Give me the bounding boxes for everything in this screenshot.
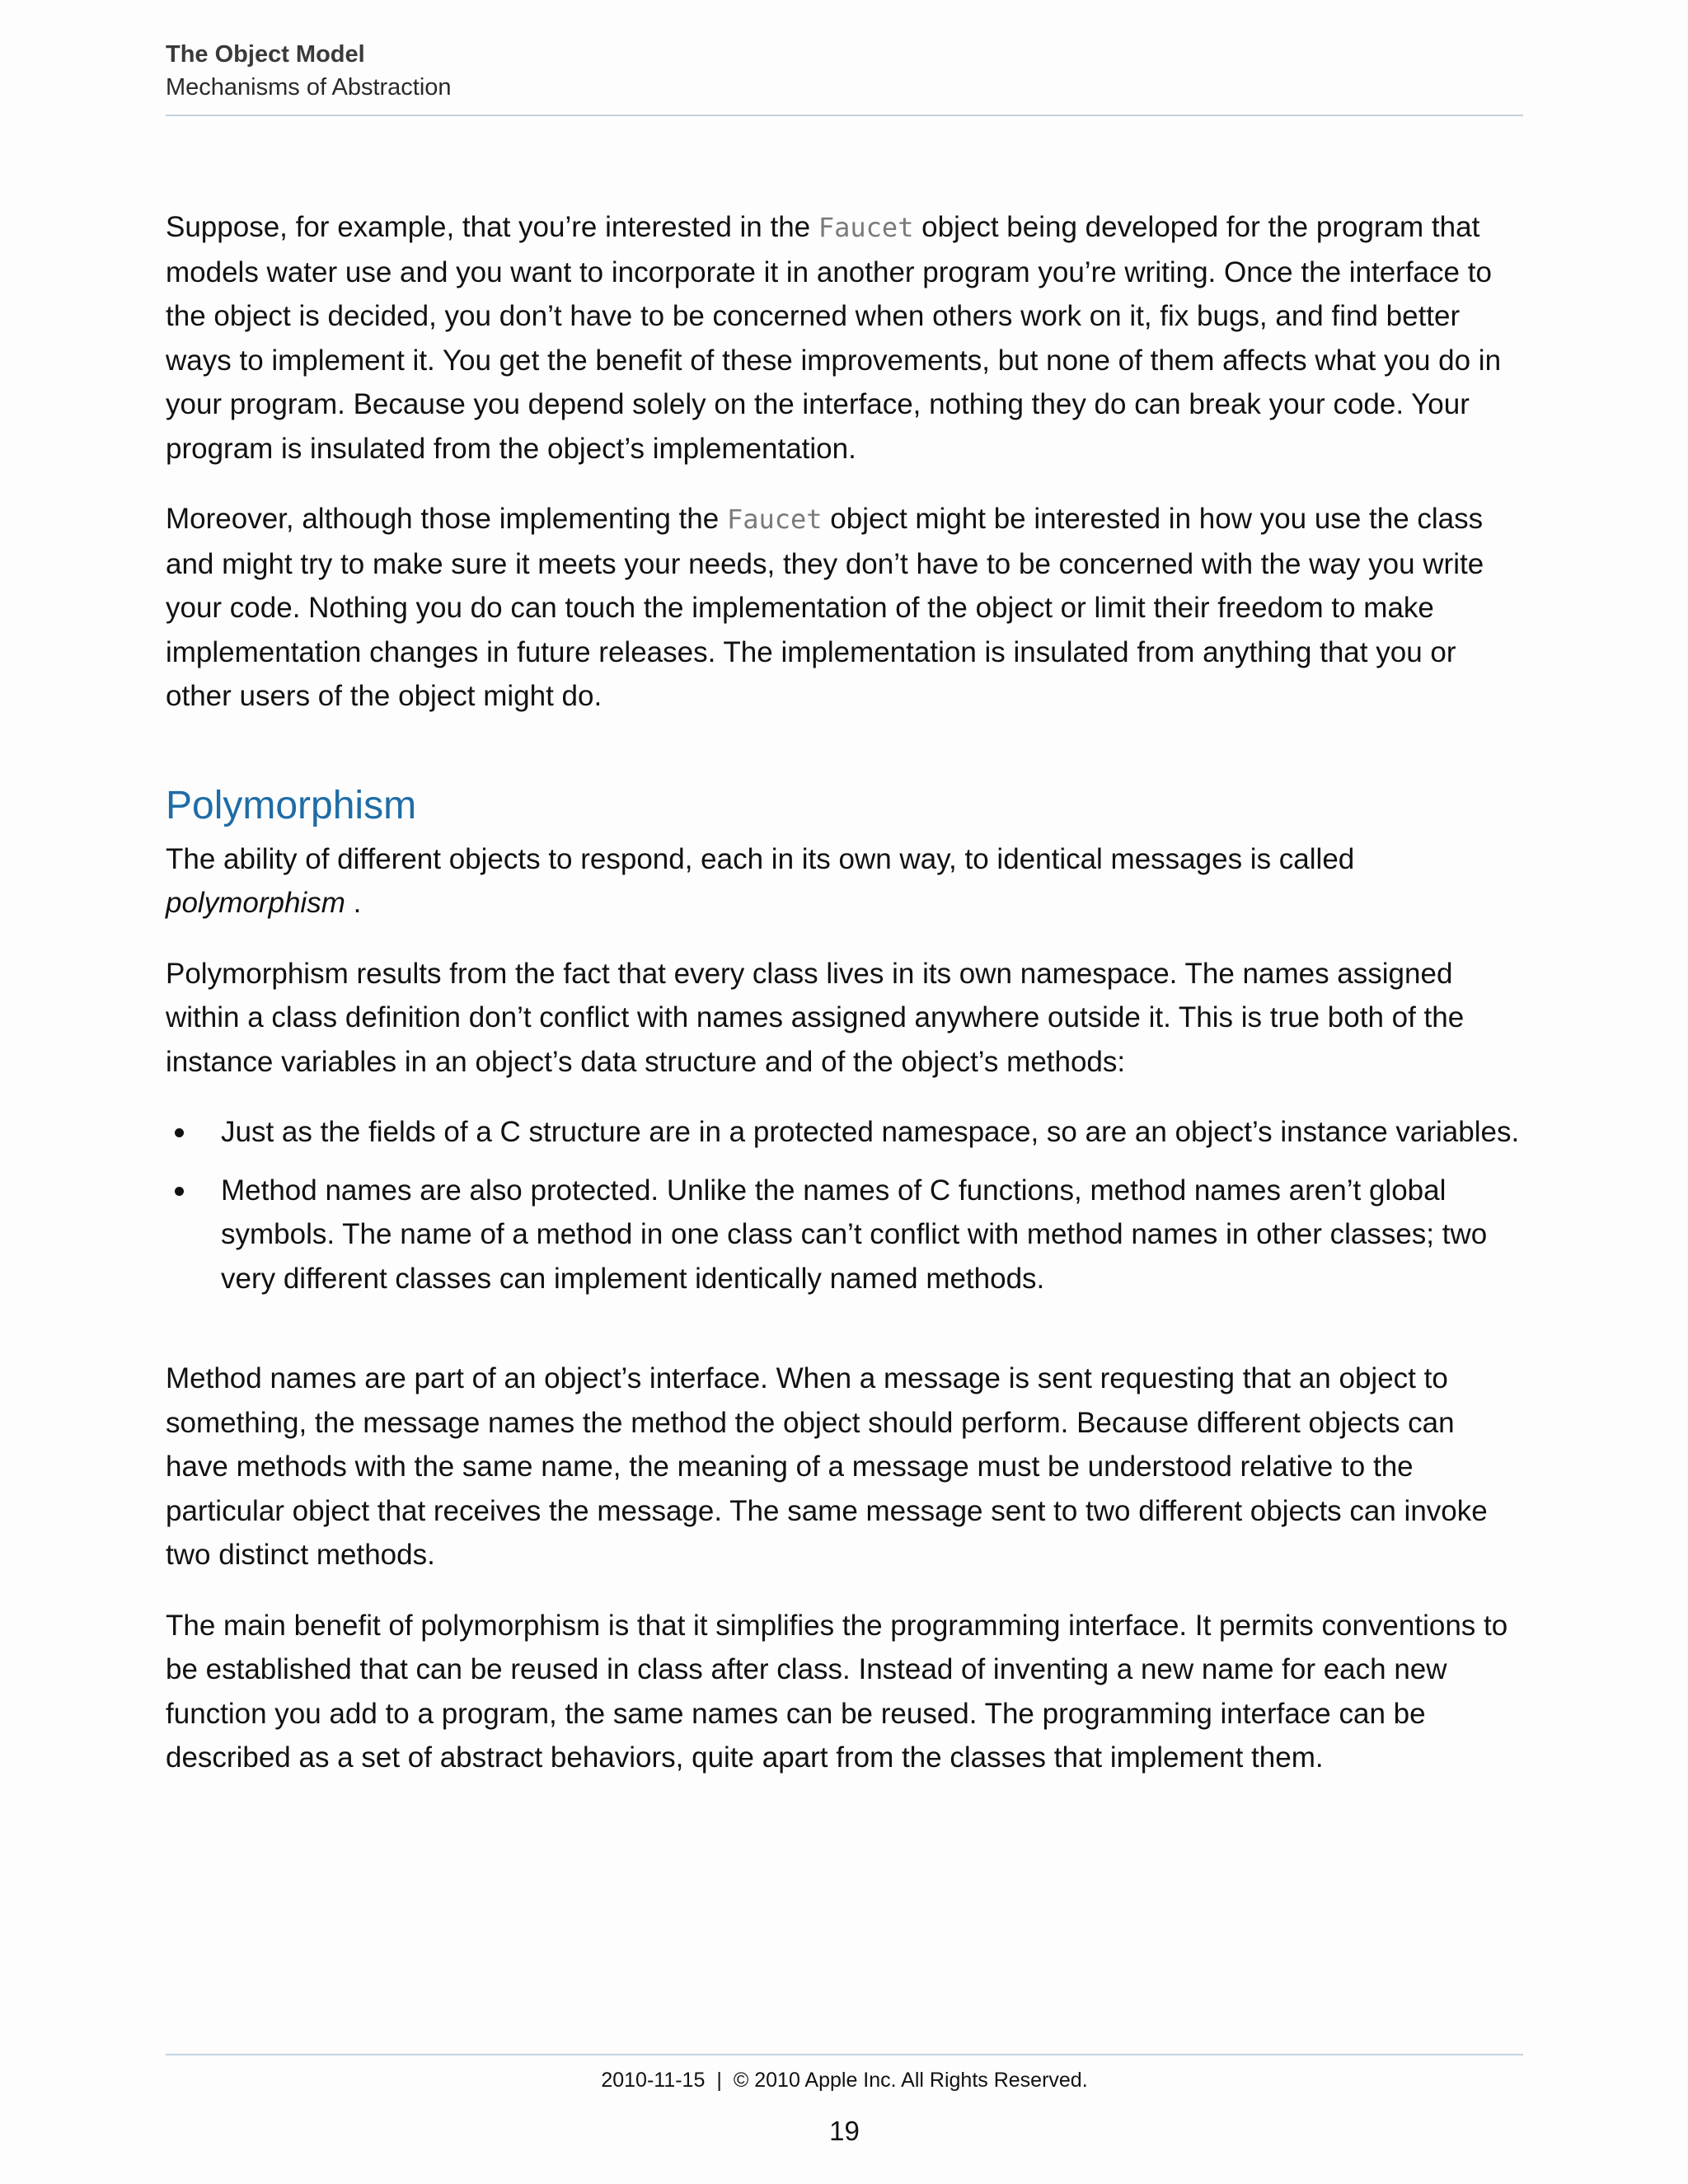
footer-date: 2010-11-15 [601,2069,706,2092]
bullet-icon [175,1128,184,1137]
paragraph-faucet-implementation [166,497,1523,719]
paragraph-faucet-interface [166,205,1523,471]
paragraph-text: The ability of different objects to respond, each in its own way, to identical messages is called [166,842,1355,875]
footer-separator: | [716,2069,722,2092]
footer-copyright: © 2010 Apple Inc. All Rights Reserved. [733,2069,1088,2092]
footer-divider [166,2054,1523,2055]
bullet-icon [175,1187,184,1196]
term-polymorphism: polymorphism [166,887,345,919]
paragraph-polymorphism-definition [166,837,1523,926]
bullet-item [166,1110,1523,1155]
section-title: Mechanisms of Abstraction [166,74,452,101]
page-header [166,38,1523,104]
header-divider [166,115,1523,116]
paragraph-text: Moreover, although those implementing the [166,503,727,535]
polymorphism-heading: Polymorphism [166,783,417,827]
paragraph-text: object being developed for the program that models water use and you want to incorporate it in another program you’re writing. Once the interface to the object is decided, you don’t have to be concerned when others work on it, fix bugs, and find better ways to implement it. You get the benefit of these improvements, but none of them affects what you do in your program. Because you depend solely on the interface, nothing they do can break your code. Your program is insulated from the object’s implementation. [166,211,1502,465]
paragraph-benefit: The main benefit of polymorphism is that it simplifies the programming interface. It permits conventions to be established that can be reused in class after class. Instead of inventing a new name for each new function you add to a program, the same names can be reused. The programming interface can be described as a set of abstract behaviors, quite apart from the classes that implement them. [166,1609,1508,1774]
bullet-text: Just as the fields of a C structure are in a protected namespace, so are an object’s instance variables. [221,1116,1520,1148]
paragraph-text: object might be interested in how you use the class and might try to make sure it meets your needs, they don’t have to be concerned with the way you write your code. Nothing you do can touch the implementation of the object or limit their freedom to make implementation changes in future releases. The implementation is insulated from anything that you or other users of the object might do. [166,503,1484,712]
code-faucet: Faucet [818,212,914,243]
bullet-list [166,1110,1523,1301]
paragraph-text: . [345,887,362,919]
page-content [166,205,1523,1807]
page-number: 19 [829,2116,860,2146]
paragraph-namespace: Polymorphism results from the fact that every class lives in its own namespace. The names assigned within a class definition don’t conflict with names assigned anywhere outside it. This is true both of the instance variables in an object’s data structure and of the object’s methods: [166,957,1465,1078]
bullet-item [166,1169,1523,1301]
paragraph-text: Suppose, for example, that you’re interested in the [166,211,818,243]
paragraph-method-names: Method names are part of an object’s interface. When a message is sent requesting that an object to something, the message names the method the object should perform. Because different objects can have methods with the same name, the meaning of a message must be understood relative to the particular object that receives the message. The same message sent to two different objects can invoke two distinct methods. [166,1362,1488,1571]
bullet-text: Method names are also protected. Unlike the names of C functions, method names aren’t global symbols. The name of a method in one class can’t conflict with method names in other classes; two very different classes can implement identically named methods. [221,1174,1488,1295]
code-faucet: Faucet [726,504,823,535]
page-footer [166,2065,1523,2095]
chapter-title: The Object Model [166,41,365,68]
